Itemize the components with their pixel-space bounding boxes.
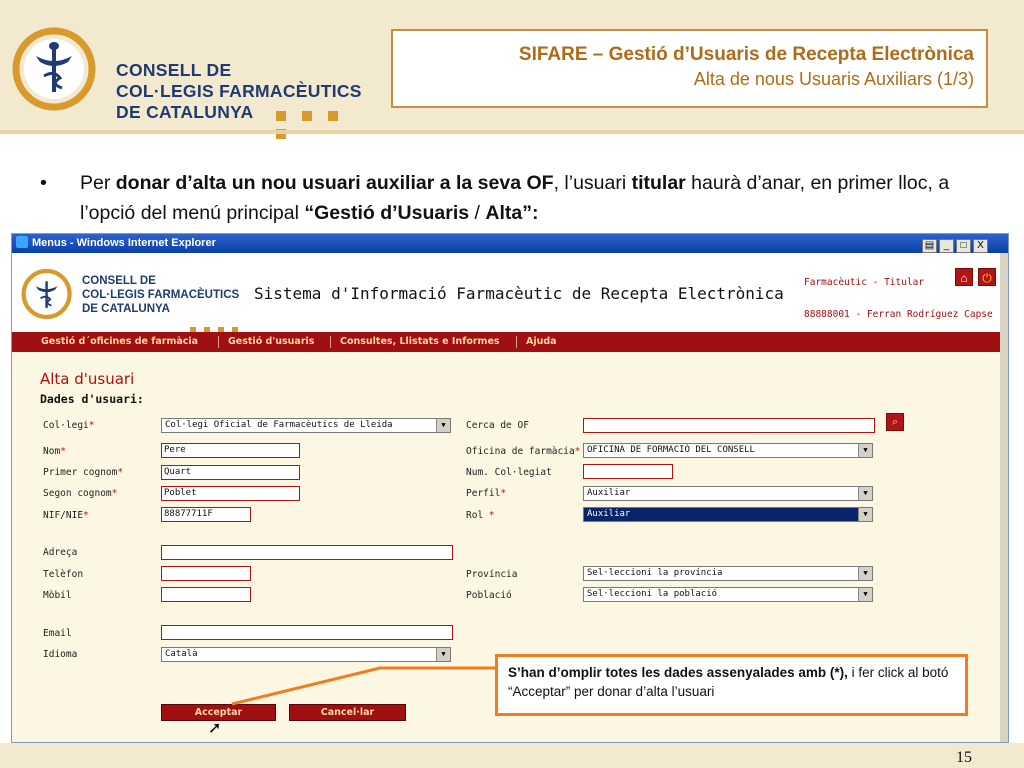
callout-box	[495, 654, 968, 716]
chevron-down-icon: ▼	[858, 567, 872, 580]
accept-button[interactable]: Acceptar	[161, 704, 276, 721]
cancel-button[interactable]: Cancel·lar	[289, 704, 406, 721]
adreca-label: Adreça	[43, 547, 78, 558]
poblacio-label: Població	[466, 590, 512, 601]
chevron-down-icon: ▼	[858, 487, 872, 500]
scrollbar[interactable]	[1000, 253, 1008, 743]
primer-cognom-label: Primer cognom*	[43, 467, 124, 478]
logo-line-1: CONSELL DE	[116, 60, 232, 80]
bullet-bold: Alta”:	[485, 202, 539, 224]
rol-select[interactable]: Auxiliar ▼	[583, 507, 873, 522]
minimize-button[interactable]: _	[939, 239, 954, 253]
segon-cognom-label: Segon cognom*	[43, 488, 118, 499]
nif-input[interactable]: 88877711F	[161, 507, 251, 522]
cerca-of-label: Cerca de OF	[466, 420, 529, 431]
primer-cognom-input[interactable]: Quart	[161, 465, 300, 480]
logo-line-3: DE CATALUNYA	[116, 102, 254, 122]
chevron-down-icon: ▼	[436, 419, 450, 432]
council-logo	[10, 26, 370, 122]
collegi-label: Col·legi*	[43, 420, 95, 431]
app-title: Sistema d'Informació Farmacèutic de Recepta Electrònica	[254, 284, 784, 303]
app-logo-text	[82, 274, 239, 316]
chevron-down-icon: ▼	[858, 444, 872, 457]
cerca-of-input[interactable]	[583, 418, 875, 433]
bullet-text	[80, 168, 1000, 228]
provincia-label: Província	[466, 569, 518, 580]
power-icon[interactable]: ⏻	[978, 268, 996, 286]
bullet-part: , l’usuari	[553, 172, 632, 194]
home-icon[interactable]: ⌂	[955, 268, 973, 286]
slide-title: SIFARE – Gestió d’Usuaris de Recepta Electrònica	[518, 44, 974, 65]
app-logo	[20, 265, 260, 325]
email-label: Email	[43, 628, 72, 639]
app-logo-line-1: CONSELL DE	[82, 275, 156, 287]
mouse-pointer-icon: ➚	[208, 720, 222, 737]
search-icon[interactable]: ⌕	[886, 413, 904, 431]
bullet-bold: titular	[631, 172, 686, 194]
nom-label: Nom*	[43, 446, 66, 457]
form-subtitle: Dades d'usuari:	[40, 392, 144, 406]
mobil-input[interactable]	[161, 587, 251, 602]
nom-input[interactable]: Pere	[161, 443, 300, 458]
menu-separator	[516, 336, 517, 348]
bullet-part: Per	[80, 172, 116, 194]
provincia-select[interactable]: Sel·leccioni la província ▼	[583, 566, 873, 581]
nif-label: NIF/NIE*	[43, 510, 89, 521]
slide-subtitle: Alta de nous Usuaris Auxiliars (1/3)	[693, 69, 974, 89]
close-button[interactable]: X	[973, 239, 988, 253]
bullet-bold: donar d’alta un nou usuari auxiliar a la seva OF	[115, 172, 554, 194]
mobil-label: Mòbil	[43, 590, 72, 601]
telefon-input[interactable]	[161, 566, 251, 581]
form-title: Alta d'usuari	[40, 370, 135, 388]
num-collegiat-label: Num. Col·legiat	[466, 467, 552, 478]
page-number: 15	[956, 749, 972, 766]
menu-item-ajuda[interactable]: Ajuda	[526, 336, 557, 347]
callout-text: i fer click al botó “Acceptar” per donar d’alta l’usuari	[508, 665, 949, 699]
caduceus-logo-icon	[10, 26, 106, 112]
poblacio-select[interactable]: Sel·leccioni la població ▼	[583, 587, 873, 602]
collegi-select[interactable]: Col·legi Oficial de Farmacèutics de Lleida ▼	[161, 418, 451, 433]
adreca-input[interactable]	[161, 545, 453, 560]
menu-item-gestio-oficines[interactable]: Gestió d´oficines de farmàcia	[41, 336, 199, 347]
app-logo-line-3: DE CATALUNYA	[82, 303, 170, 315]
menu-separator	[330, 336, 331, 348]
bullet-part: /	[469, 202, 486, 224]
user-role: Farmacèutic - Titular	[804, 277, 925, 288]
ie-titlebar	[12, 234, 1008, 253]
num-collegiat-input[interactable]	[583, 464, 673, 479]
email-input[interactable]	[161, 625, 453, 640]
bullet-part: haurà d’anar, en primer lloc, a l’opció del menú principal	[80, 172, 950, 224]
menu-separator	[218, 336, 219, 348]
oficina-label: Oficina de farmàcia*	[466, 446, 581, 457]
app-header	[12, 253, 1002, 329]
slide-title-box	[391, 29, 988, 108]
callout-bold: S’han d’omplir totes les dades assenyalades amb (*),	[508, 665, 848, 680]
ie-icon	[16, 236, 28, 248]
menu-item-gestio-usuaris[interactable]: Gestió d'usuaris	[228, 336, 315, 347]
chevron-down-icon: ▼	[858, 508, 872, 521]
maximize-button[interactable]: □	[956, 239, 971, 253]
main-menu	[12, 332, 1006, 352]
menu-item-consultes[interactable]: Consultes, Llistats e Informes	[340, 336, 500, 347]
window-title: Menus - Windows Internet Explorer	[32, 237, 216, 249]
slide-header	[0, 0, 1024, 130]
perfil-label: Perfil*	[466, 488, 507, 499]
header-divider	[0, 130, 1024, 134]
chevron-down-icon: ▼	[436, 648, 450, 661]
telefon-label: Telèfon	[43, 569, 84, 580]
idioma-select[interactable]: Català ▼	[161, 647, 451, 662]
perfil-select[interactable]: Auxiliar ▼	[583, 486, 873, 501]
oficina-select[interactable]: OFICINA DE FORMACIÓ DEL CONSELL ▼	[583, 443, 873, 458]
bullet-bold: “Gestió d’Usuaris	[304, 202, 470, 224]
logo-squares	[276, 108, 370, 144]
ie-extra-button[interactable]: ▤	[922, 239, 937, 253]
idioma-label: Idioma	[43, 649, 78, 660]
logo-line-2: COL·LEGIS FARMACÈUTICS	[116, 81, 362, 101]
user-name: 88888001 - Ferran Rodríguez Capse	[804, 309, 993, 320]
chevron-down-icon: ▼	[858, 588, 872, 601]
slide-footer	[0, 743, 1024, 768]
caduceus-logo-icon	[20, 265, 78, 323]
rol-label: Rol *	[466, 510, 495, 521]
app-logo-line-2: COL·LEGIS FARMACÈUTICS	[82, 289, 240, 301]
segon-cognom-input[interactable]: Poblet	[161, 486, 300, 501]
bullet-icon: •	[40, 172, 47, 194]
